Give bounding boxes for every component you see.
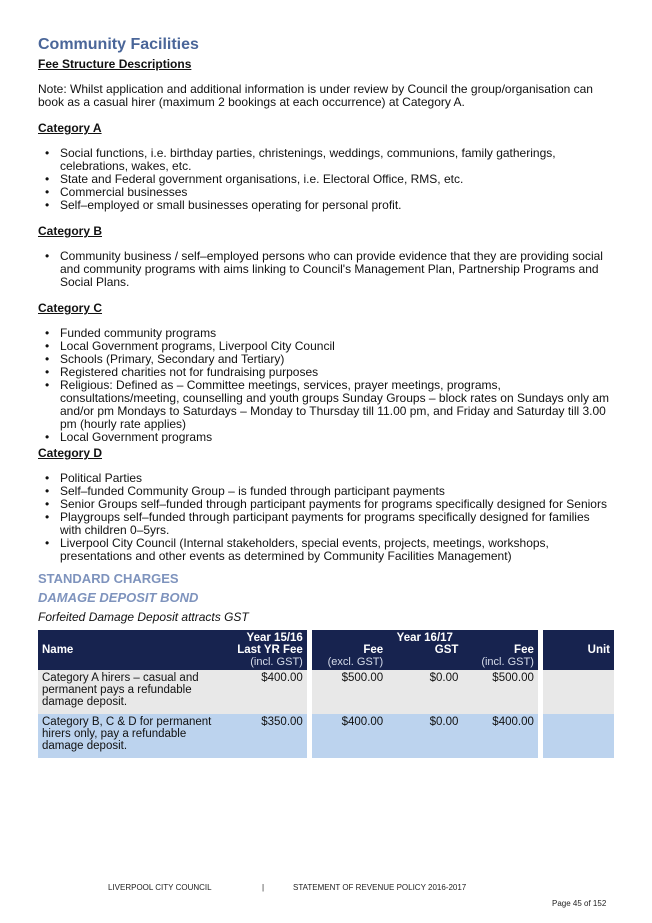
list-item: • State and Federal government organisations, i.e. Electoral Office, RMS, etc. [60,173,614,186]
list-item: • Commercial businesses [60,186,614,199]
name-header: Name [38,630,220,670]
table-row [38,714,614,758]
fee-table [38,630,614,758]
row-unit [543,714,614,758]
list-item: • Senior Groups self–funded through participant payments for programs specifically designed for Seniors [60,498,614,511]
list-item: • Funded community programs [60,327,614,340]
page-title: Community Facilities [38,36,199,53]
year-curr-header: Year 16/17 [312,630,538,644]
fee-excl-header: Fee [312,644,387,656]
footer-org: LIVERPOOL CITY COUNCIL [108,883,212,892]
list-item: • Liverpool City Council (Internal stakeholders, special events, projects, meetings, workshops, presentations and other events as determined by Community Facilities Management) [60,537,614,563]
year-prev-header: Year 15/16 [220,630,307,644]
list-item: • Registered charities not for fundraising purposes [60,366,614,379]
row-name: Category B, C & D for permanent hirers only, pay a refundable damage deposit. [38,714,220,758]
row-unit [543,670,614,714]
last-fee-header: Last YR Fee [220,644,307,656]
list-item: • Political Parties [60,472,614,485]
row-gst: $0.00 [387,714,462,758]
unit-header: Unit [543,630,614,670]
row-last-fee: $350.00 [220,714,307,758]
page-content [38,36,614,758]
category-b-heading: Category B [38,224,103,238]
footer-document-title: STATEMENT OF REVENUE POLICY 2016-2017 [293,883,467,892]
fee-incl-header: Fee [462,644,537,656]
list-item: • Community business / self–employed persons who can provide evidence that they are providing social and community programs with aims linking to Council's Management Plan, Partnership Programs and Social Plans. [60,250,614,289]
list-item: • Schools (Primary, Secondary and Tertiary) [60,353,614,366]
gst-header: GST [387,644,462,656]
row-fee-incl: $400.00 [462,714,537,758]
list-item: • Self–funded Community Group – is funded through participant payments [60,485,614,498]
fee-excl-subheader: (excl. GST) [312,656,387,670]
row-fee-excl: $400.00 [312,714,387,758]
fee-structure-heading: Fee Structure Descriptions [38,57,192,71]
row-last-fee: $400.00 [220,670,307,714]
list-item: • Playgroups self–funded through participant payments for programs specifically designed for families with children 0–5yrs. [60,511,614,537]
list-item: • Social functions, i.e. birthday parties, christenings, weddings, communions, family gatherings, celebrations, wakes, etc. [60,147,614,173]
list-item: • Local Government programs, Liverpool City Council [60,340,614,353]
category-d-list [38,472,614,563]
row-fee-incl: $500.00 [462,670,537,714]
row-gst: $0.00 [387,670,462,714]
forfeited-deposit-note: Forfeited Damage Deposit attracts GST [38,610,249,624]
list-item: • Local Government programs [60,431,614,444]
damage-deposit-heading: DAMAGE DEPOSIT BOND [38,590,199,605]
standard-charges-heading: STANDARD CHARGES [38,571,179,586]
footer-separator: | [262,883,265,892]
category-a-list [38,147,614,212]
note-paragraph: Note: Whilst application and additional information is under review by Council the group/organisation can book as a casual hirer (maximum 2 bookings at each occurrence) at Category A. [38,82,593,109]
list-item: • Self–employed or small businesses operating for personal profit. [60,199,614,212]
last-fee-subheader: (incl. GST) [220,656,307,670]
table-row [38,670,614,714]
list-item: • Religious: Defined as – Committee meetings, services, prayer meetings, programs, consultations/meeting, counselling and youth groups Sunday Groups – block rates on Sundays only am and/or pm Mondays to Saturdays – Monday to Thursday till 11.00 pm, and Friday and Saturday till 3.00 pm (hourly rate applies) [60,379,614,431]
category-c-heading: Category C [38,301,103,315]
category-d-heading: Category D [38,446,103,460]
page-number: Page 45 of 152 [552,899,607,908]
row-fee-excl: $500.00 [312,670,387,714]
category-a-heading: Category A [38,121,102,135]
category-b-list [38,250,614,289]
table-header-row [38,630,614,644]
fee-incl-subheader: (incl. GST) [462,656,537,670]
row-name: Category A hirers – casual and permanent pays a refundable damage deposit. [38,670,220,714]
category-c-list [38,327,614,444]
